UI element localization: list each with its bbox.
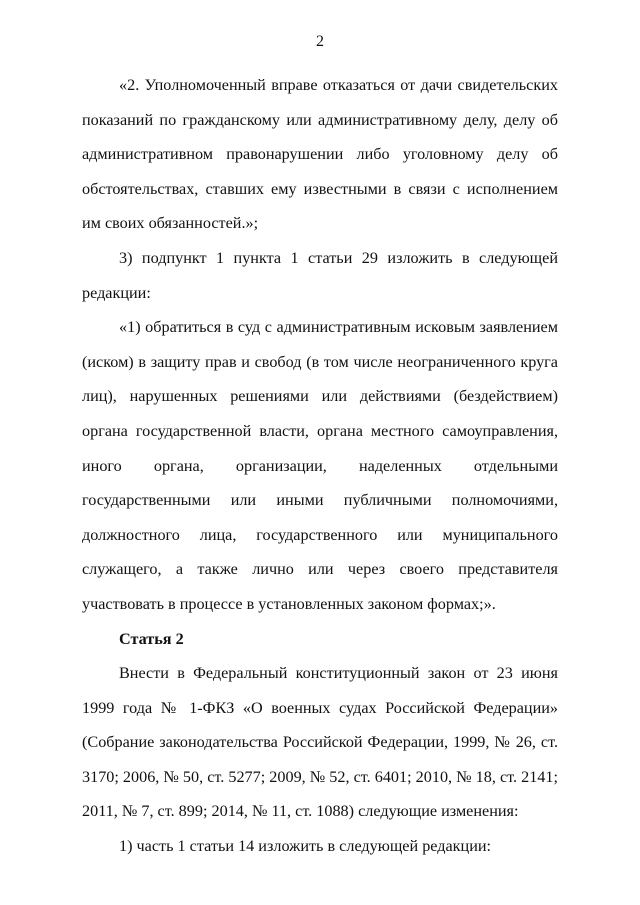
paragraph-amendment-article-29: 3) подпункт 1 пункта 1 статьи 29 изложить в следующей редакции: — [82, 248, 558, 302]
article-heading: Статья 2 — [119, 629, 184, 648]
paragraph-amendment-article-14: 1) часть 1 статьи 14 изложить в следующей редакции: — [119, 837, 492, 856]
paragraph-ombudsman-testimony: «2. Уполномоченный вправе отказаться от дачи свидетельских показаний по гражданскому или административному делу, делу об административном правонарушении либо уголовному делу об обстоятельствах, ставших ему известными в связи с исполнением им своих обязанностей.»; — [82, 76, 558, 233]
paragraph-military-courts-law: Внести в Федеральный конституционный закон от 23 июня 1999 года № 1-ФКЗ «О военных судах Российской Федерации» (Собрание законодательства Российской Федерации, 1999, № 26, ст. 3170; 2006, № 50, ст. 5277; 2009, № 52, ст. 6401; 2010, № 18, ст. 2141; 2011, № 7, ст. 899; 2014, № 11, ст. 1088) следующие изменения: — [82, 664, 558, 821]
paragraph-right-to-court: «1) обратиться в суд с административным исковым заявлением (иском) в защиту прав и свобод (в том числе неограниченного круга лиц), нарушенных решениями или действиями (бездействием) органа государственной власти, органа местного самоуправления, иного органа, организации, наделенных отдельными государственными или иными публичными полномочиями, должностного лица, государственного или муниципального служащего, а также лично или через своего представителя участвовать в процессе в установленных законом формах;». — [82, 318, 558, 613]
page-number: 2 — [316, 33, 324, 50]
document-body — [82, 68, 558, 864]
